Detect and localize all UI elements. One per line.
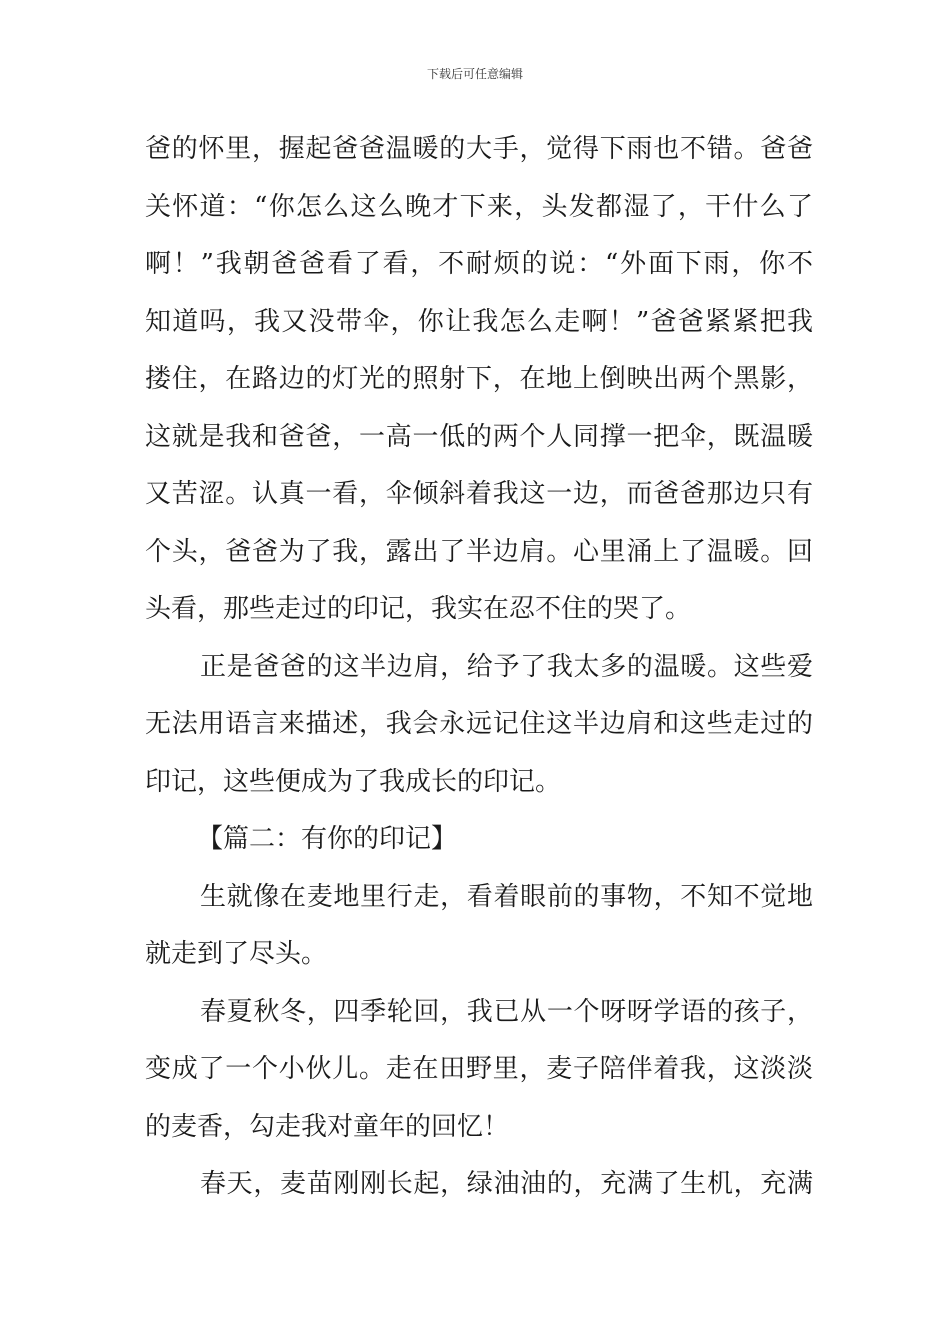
- paragraph-start-line: 春天，麦苗刚刚长起，绿油油的，充满了生机，充满: [200, 1169, 813, 1199]
- text-line: 印记，这些便成为了我成长的印记。: [145, 766, 562, 797]
- paragraph-start-line: 正是爸爸的这半边肩，给予了我太多的温暖。这些爱: [200, 651, 813, 682]
- text-line: 头看，那些走过的印记，我实在忍不住的哭了。: [145, 594, 692, 624]
- text-line: 就走到了尽头。: [145, 939, 328, 969]
- text-line: 这就是我和爸爸，一高一低的两个人同撑一把伞，既温暖: [145, 421, 813, 452]
- section-heading: 【篇二：有你的印记】: [197, 824, 458, 854]
- text-line: 知道吗，我又没带伞，你让我怎么走啊！”爸爸紧紧把我: [145, 306, 813, 337]
- text-line: 啊！”我朝爸爸看了看，不耐烦的说：“外面下雨，你不: [145, 249, 813, 279]
- text-line: 爸的怀里，握起爸爸温暖的大手，觉得下雨也不错。爸爸: [145, 134, 813, 164]
- page-header: 下载后可任意编辑: [426, 67, 523, 81]
- text-line: 关怀道：“你怎么这么晚才下来，头发都湿了，干什么了: [145, 191, 813, 222]
- paragraph-start-line: 生就像在麦地里行走，看着眼前的事物，不知不觉地: [200, 881, 813, 912]
- text-line: 无法用语言来描述，我会永远记住这半边肩和这些走过的: [145, 709, 813, 739]
- text-line: 个头，爸爸为了我，露出了半边肩。心里涌上了温暖。回: [145, 536, 813, 567]
- document-body: [145, 121, 813, 1214]
- text-line: 的麦香，勾走我对童年的回忆！: [145, 1111, 510, 1142]
- text-line: 变成了一个小伙儿。走在田野里，麦子陪伴着我，这淡淡: [145, 1054, 813, 1084]
- paragraph-start-line: 春夏秋冬，四季轮回，我已从一个呀呀学语的孩子，: [200, 996, 813, 1027]
- text-line: 搂住，在路边的灯光的照射下，在地上倒映出两个黑影，: [145, 364, 813, 394]
- text-line: 又苦涩。认真一看，伞倾斜着我这一边，而爸爸那边只有: [145, 479, 813, 509]
